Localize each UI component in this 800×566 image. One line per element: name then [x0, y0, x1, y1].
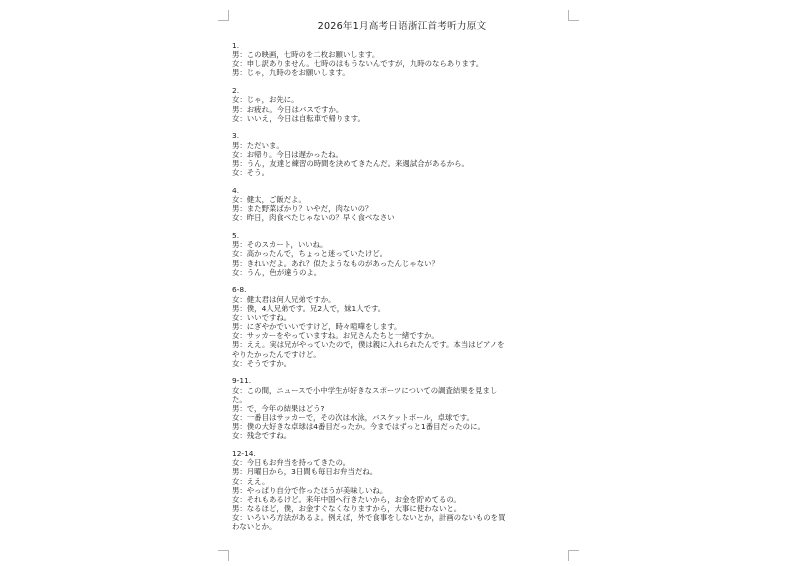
section-number: 9-11.	[232, 376, 252, 386]
dialogue-line: 男：ええ。実は兄がやっていたので，僕は親に入れられたんです。本当はピアノを	[232, 340, 505, 350]
section-6-8	[232, 285, 572, 367]
dialogue-line: 女：お帰り。今日は遅かったね。	[232, 149, 343, 159]
crop-mark-top-left	[218, 10, 229, 21]
dialogue-line: 女：いいえ，今日は自転車で帰ります。	[232, 113, 365, 123]
section-number: 12-14.	[232, 449, 256, 459]
dialogue-line: 男：にぎやかでいいですけど，時々喧嘩をします。	[232, 322, 402, 332]
crop-mark-bottom-left	[218, 550, 229, 561]
section-number: 6-8.	[232, 285, 247, 295]
section-number: 5.	[232, 231, 240, 241]
dialogue-line: 男：そのスカート，いいね。	[232, 240, 328, 250]
dialogue-line: 女：今日もお弁当を持ってきたの。	[232, 458, 350, 468]
dialogue-line: 男：この映画，七時のを二枚お願いします。	[232, 50, 380, 60]
section-number: 2.	[232, 86, 240, 96]
dialogue-line: 女：いろいろ方法があるよ。例えば，外で食事をしないとか，計画のないものを買	[232, 513, 506, 523]
dialogue-line: 女：申し訳ありません。七時のはもうないんですが，九時のならあります。	[232, 59, 484, 69]
dialogue-line: た。	[232, 394, 247, 404]
dialogue-line: 男：じゃ，九時のをお願いします。	[232, 68, 350, 78]
dialogue-line: 男：うん，友達と練習の時間を決めてきたんだ。来週試合があるから。	[232, 158, 469, 168]
section-number: 4.	[232, 185, 240, 195]
dialogue-line: 女：いいですね。	[232, 312, 292, 322]
dialogue-line: 男：僕，4人兄弟です。兄2人で，妹1人です。	[232, 303, 386, 313]
dialogue-line: 女：ええ。	[232, 476, 270, 486]
dialogue-line: 女：じゃ，お先に。	[232, 95, 299, 105]
dialogue-line: 男：やっぱり自分で作ったほうが美味しいね。	[232, 485, 388, 495]
section-3	[232, 131, 572, 177]
dialogue-line: 男：で，今年の結果はどう?	[232, 403, 325, 413]
dialogue-line: 女：健太君は何人兄弟ですか。	[232, 294, 336, 304]
dialogue-line: 女：うん，色が違うのよ。	[232, 267, 322, 277]
dialogue-line: 男：きれいだよ。あれ？似たようなものがあったんじゃない？	[232, 258, 439, 268]
dialogue-line: 女：健太，ご飯だよ。	[232, 194, 306, 204]
document-title: 2026年1月高考日语浙江首考听力原文	[317, 21, 487, 32]
section-4	[232, 186, 572, 223]
section-number: 3.	[232, 131, 240, 141]
section-number: 1.	[232, 41, 240, 50]
dialogue-line: 男：お疲れ。今日はバスですか。	[232, 104, 344, 114]
dialogue-line: 女：この間，ニュースで小中学生が好きなスポーツについての調査結果を見まし	[232, 385, 498, 395]
section-1	[232, 41, 572, 78]
crop-mark-bottom-right	[568, 550, 579, 561]
dialogue-line: 女：そうですか。	[232, 358, 292, 368]
dialogue-line: 男：僕の大好きな卓球は4番目だったか。今まではずっと1番目だったのに。	[232, 422, 485, 432]
dialogue-line: 男：なるほど，僕，お金すぐなくなりますから，大事に使わないと。	[232, 504, 462, 514]
dialogue-line: 女：それもあるけど。来年中国へ行きたいから，お金を貯めてるの。	[232, 494, 461, 504]
dialogue-line: 女：残念ですね。	[232, 431, 292, 441]
section-2	[232, 86, 572, 123]
dialogue-line: 男：また野菜ばかり？いやだ，肉ないの？	[232, 204, 373, 214]
dialogue-line: 女：一番目はサッカーで，その次は水泳，バスケットボール，卓球です。	[232, 413, 474, 423]
section-9-11	[232, 376, 572, 440]
dialogue-line: 女：昨日，肉食べたじゃないの？早く食べなさい	[232, 213, 395, 223]
dialogue-line: 女：高かったんで，ちょっと迷っていたけど。	[232, 249, 388, 259]
dialogue-line: やりたかったんですけど。	[232, 349, 321, 359]
section-5	[232, 231, 572, 277]
dialogue-line: 男：月曜日から，3日間も毎日お弁当だね。	[232, 467, 378, 477]
dialogue-line: わないとか。	[232, 522, 277, 532]
dialogue-line: 男：ただいま。	[232, 140, 284, 150]
section-12-14	[232, 449, 572, 531]
dialogue-line: 女：サッカーをやっていますね。お兄さんたちと一緒ですか。	[232, 331, 439, 341]
dialogue-line: 女：そう。	[232, 168, 269, 178]
document-content	[232, 20, 572, 540]
